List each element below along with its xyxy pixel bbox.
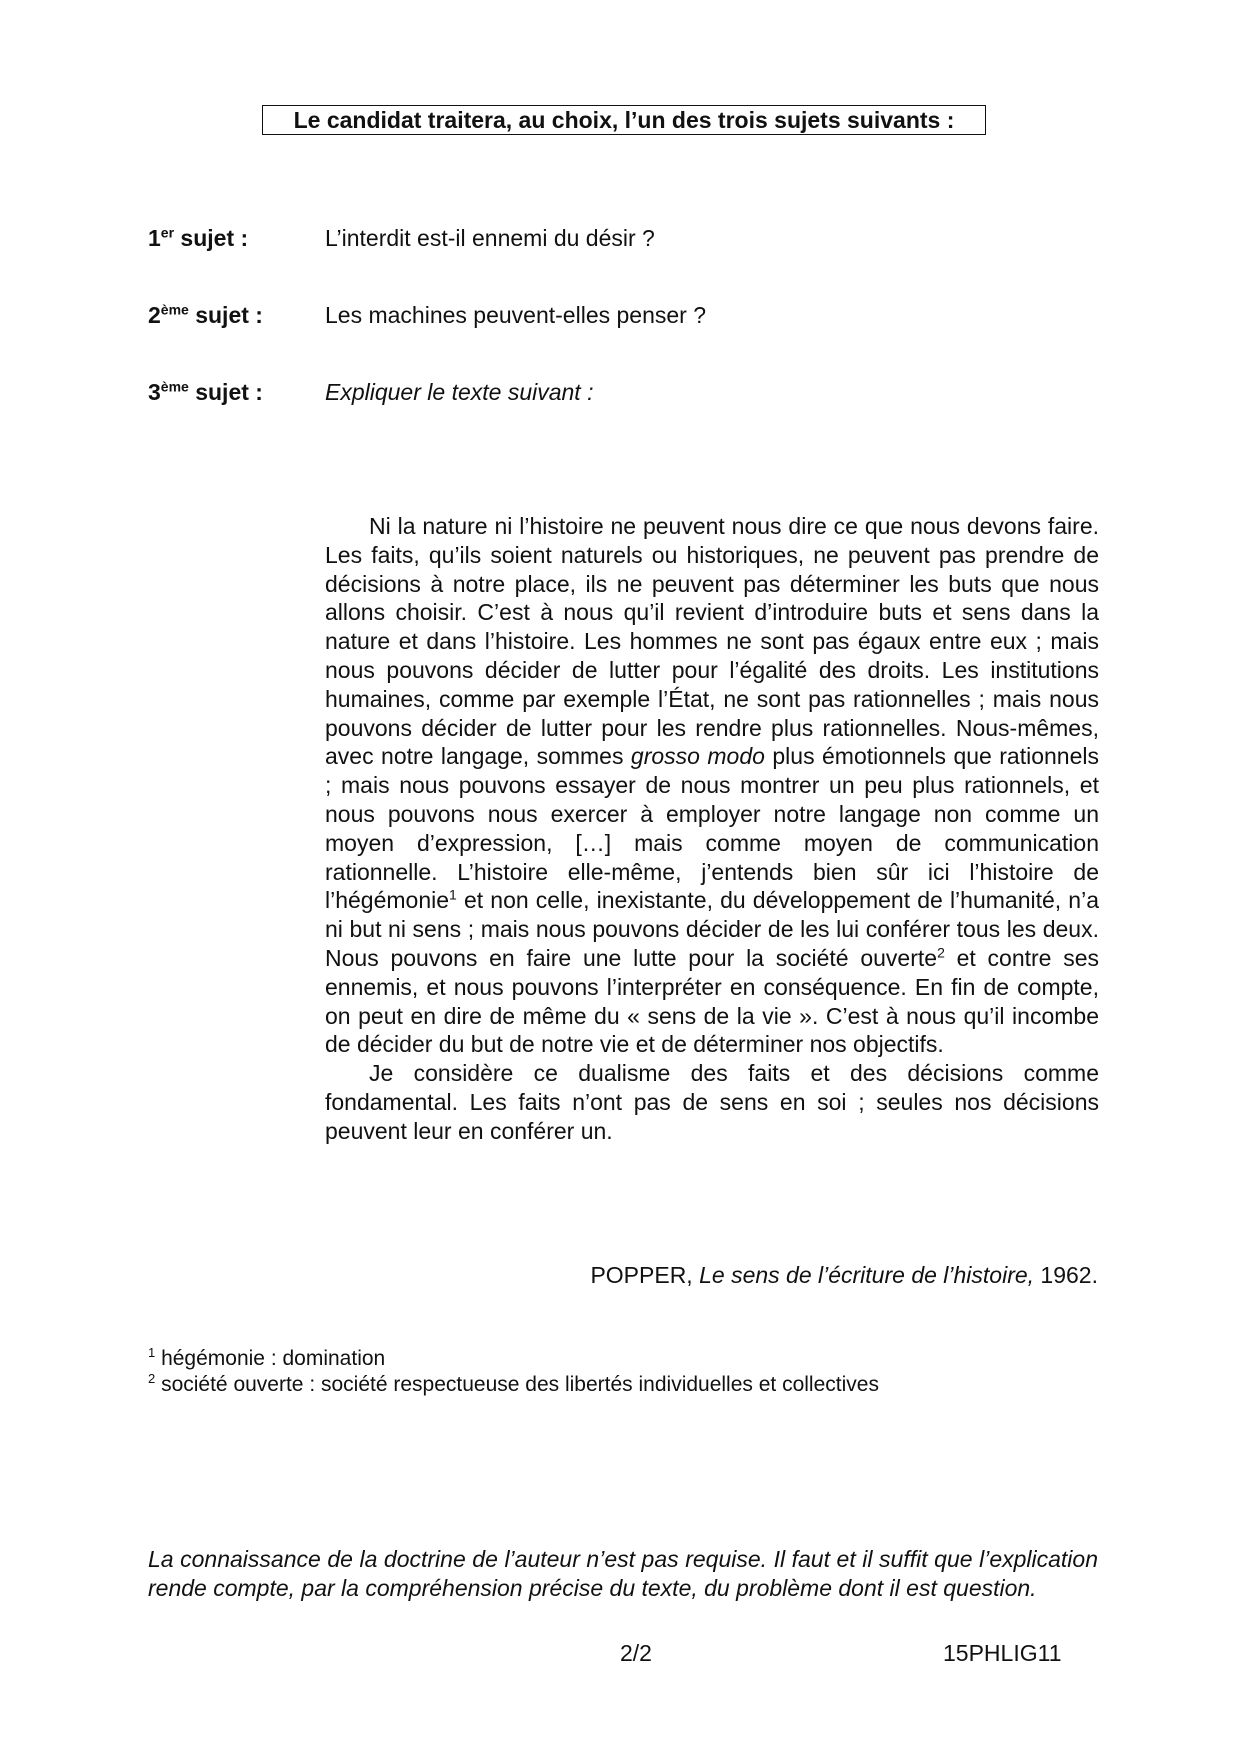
passage-paragraph-2: Je considère ce dualisme des faits et des décisions comme fondamental. Les faits n’ont pas de sens en soi ; seules nos décisions peuvent leur en conférer un. (325, 1060, 1099, 1144)
subject-2-text: Les machines peuvent-elles penser ? (325, 302, 707, 328)
footnote-ref-2: 2 (937, 944, 945, 961)
document-code: 15PHLIG11 (943, 1640, 1062, 1666)
popper-passage (325, 512, 1099, 1146)
subject-3-label: 3ème sujet : (148, 378, 263, 405)
subject-3 (148, 379, 1098, 419)
footnote-2: $^2$ société ouverte : société respectueuse des libertés individuelles et collectives (148, 1371, 879, 1396)
subject-1-text: L’interdit est-il ennemi du désir ? (325, 225, 655, 251)
subject-2 (148, 302, 1098, 342)
instruction-banner: Le candidat traitera, au choix, l’un des trois sujets suivants : (262, 105, 986, 135)
instruction-note: La connaissance de la doctrine de l’auteur n’est pas requise. Il faut et il suffit que l’explication rende compte, par la compréhension précise du texte, du problème dont il est question. (148, 1546, 1098, 1601)
subject-1-label: 1er sujet : (148, 224, 249, 251)
subject-2-label: 2ème sujet : (148, 301, 263, 328)
footnote-ref-1: 1 (449, 886, 457, 903)
subject-1 (148, 225, 1098, 265)
footnotes (148, 1346, 1048, 1398)
passage-paragraph-1: Ni la nature ni l’histoire ne peuvent nous dire ce que nous devons faire. Les faits, qu’ils soient naturels ou historiques, ne peuvent pas prendre de décisions à notre place, ils ne peuvent pas déterminer les buts que nous allons choisir. C’est à nous qu’il revient d’introduire buts et sens dans la nature et dans l’histoire. Les hommes ne sont pas égaux entre eux ; mais nous pouvons décider de lutter pour l’égalité des droits. Les institutions humaines, comme par exemple l’État, ne sont pas rationnelles ; mais nous pouvons décider de lutter pour les rendre plus rationnelles. Nous-mêmes, avec notre langage, sommes grosso modo plus émotionnels que rationnels ; mais nous pouvons essayer de nous montrer un peu plus rationnels, et nous pouvons nous exercer à employer notre langage non comme un moyen d’expression, […] mais comme moyen de communication rationnelle. L’histoire elle-même, j’entends bien sûr ici l’histoire de l’hégémonie$^1$ et non celle, inexistante, du développement de l’humanité, n’a ni but ni sens ; mais nous pouvons décider de les lui conférer tous les deux. Nous pouvons en faire une lutte pour la société ouverte$^2$ et contre ses ennemis, et nous pouvons l’interpréter en conséquence. En fin de compte, on peut en dire de même du « sens de la vie ». C’est à nous qu’il incombe de décider du but de notre vie et de déterminer nos objectifs. (325, 513, 1100, 1058)
subject-3-text: Expliquer le texte suivant : (325, 379, 594, 405)
source-citation: POPPER, Le sens de l’écriture de l’histoire, 1962. (590, 1262, 1098, 1288)
footnote-1: $^1$ hégémonie : domination (148, 1345, 386, 1370)
page-number: 2/2 (620, 1640, 652, 1666)
